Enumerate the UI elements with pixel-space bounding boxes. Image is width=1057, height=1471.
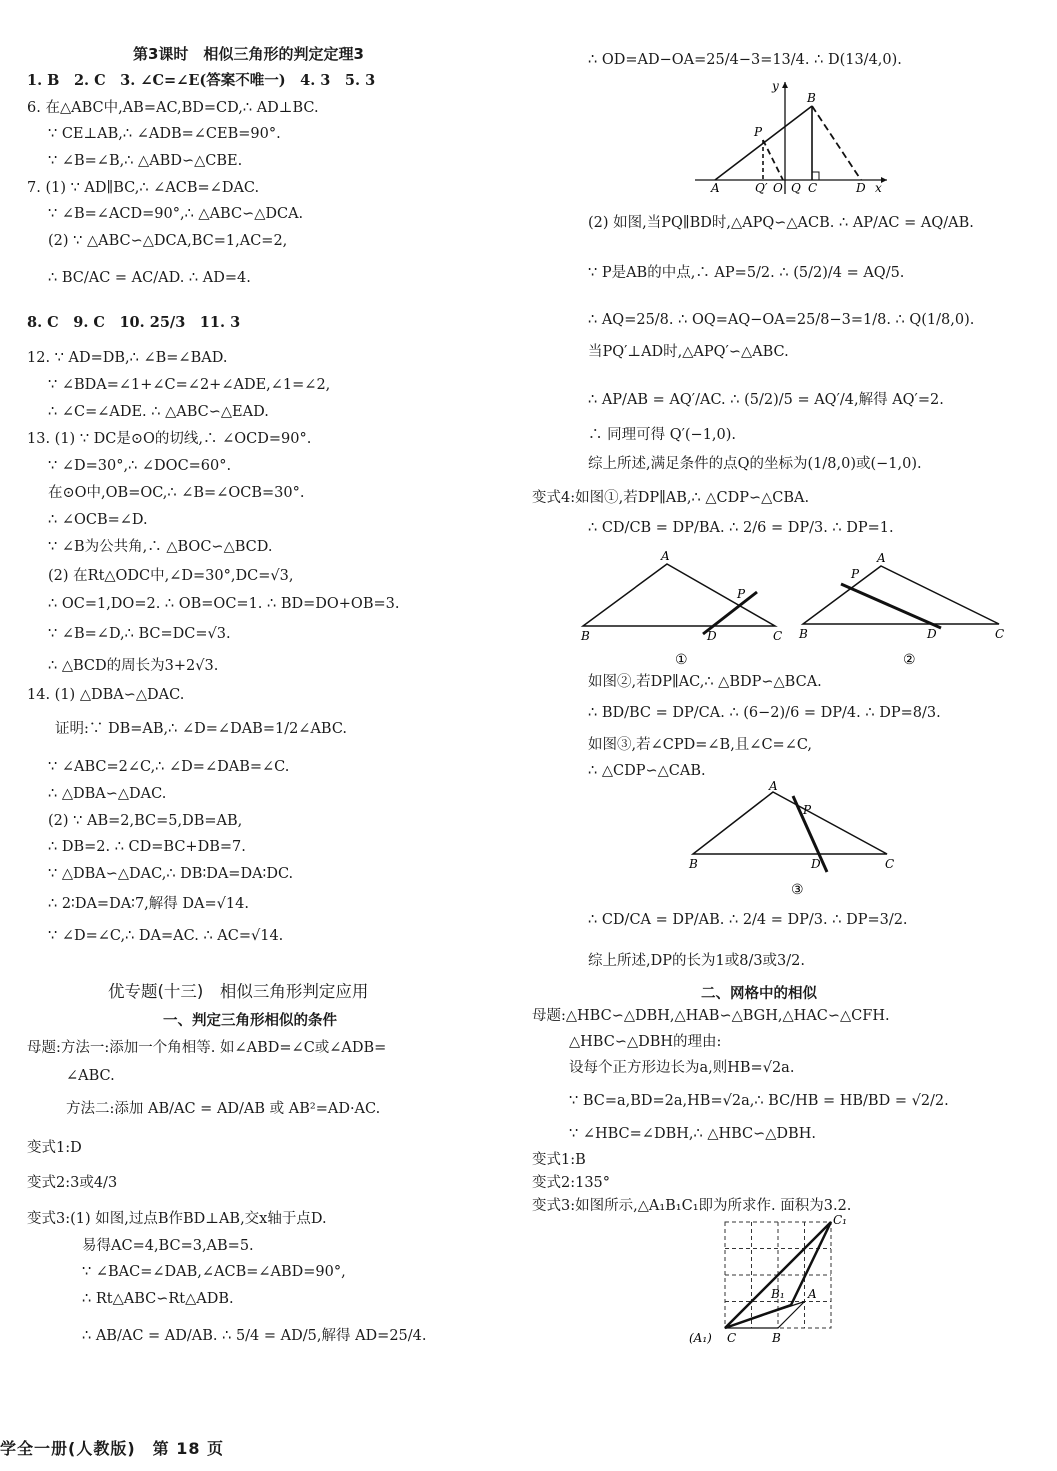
answer-line: 变式4:如图①,若DP∥AB,∴ △CDP∽△CBA. [532, 490, 810, 506]
answer-line: ∴ ∠OCB=∠D. [48, 512, 148, 528]
grid-answer: ∵ BC=a,BD=2a,HB=√2a,∴ BC/HB = HB/BD = √2/2. [569, 1093, 949, 1109]
variant-3: 易得AC=4,BC=3,AB=5. [82, 1238, 254, 1254]
point-label: B [581, 629, 590, 643]
triangle-figure-2 [795, 548, 1025, 668]
section-title: 第3课时 相似三角形的判定定理3 [133, 45, 364, 63]
variant-3: ∴ Rt△ABC∽Rt△ADB. [82, 1291, 234, 1307]
answer-line: ∵ P是AB的中点,∴ AP=5/2. ∴ (5/2)/4 = AQ/5. [588, 265, 905, 281]
grid-answer: ∵ ∠HBC=∠DBH,∴ △HBC∽△DBH. [569, 1126, 816, 1142]
answer-line: ∵ ∠B=∠ACD=90°,∴ △ABC∽△DCA. [48, 206, 304, 222]
point-label: A [808, 1287, 817, 1301]
mother-question: 母题:方法一:添加一个角相等. 如∠ABD=∠C或∠ADB= [27, 1040, 387, 1056]
answer-line: ∴ OC=1,DO=2. ∴ OB=OC=1. ∴ BD=DO+OB=3. [48, 596, 400, 612]
answer-line: 14. (1) △DBA∽△DAC. [27, 687, 185, 703]
answer-line: 在⊙O中,OB=OC,∴ ∠B=∠OCB=30°. [48, 485, 305, 501]
axis-label-y: y [772, 79, 779, 93]
answer-line: 7. (1) ∵ AD∥BC,∴ ∠ACB=∠DAC. [27, 180, 260, 196]
point-label: P [737, 587, 746, 601]
answer-line: (2) 如图,当PQ∥BD时,△APQ∽△ACB. ∴ AP/AC = AQ/AB. [588, 215, 974, 231]
answer-line: ∵ CE⊥AB,∴ ∠ADB=∠CEB=90°. [48, 126, 281, 142]
point-label: B₁ [771, 1287, 785, 1301]
point-label: C [885, 857, 895, 871]
special-title: 优专题(十三) 相似三角形判定应用 [108, 982, 369, 1001]
point-label: C [808, 181, 818, 195]
answer-line: ∵ ∠B=∠D,∴ BC=DC=√3. [48, 626, 231, 642]
answer-line: ∵ △DBA∽△DAC,∴ DB∶DA=DA∶DC. [48, 866, 294, 882]
triangle-figure-1 [575, 548, 795, 668]
mother-question: ∠ABC. [66, 1068, 115, 1084]
point-label: O [773, 181, 783, 195]
point-label: D [707, 629, 717, 643]
answer-line: 6. 在△ABC中,AB=AC,BD=CD,∴ AD⊥BC. [27, 100, 319, 116]
variant-3: 变式3:(1) 如图,过点B作BD⊥AB,交x轴于点D. [27, 1211, 327, 1227]
answer-line: 综上所述,满足条件的点Q的坐标为(1/8,0)或(−1,0). [588, 456, 922, 472]
answer-line: ∵ ∠B为公共角,∴ △BOC∽△BCD. [48, 539, 273, 555]
figure-number: ③ [791, 882, 804, 898]
answer-line: 如图②,若DP∥AC,∴ △BDP∽△BCA. [588, 674, 822, 690]
point-label: B [772, 1331, 781, 1345]
answer-line: 如图③,若∠CPD=∠B,且∠C=∠C, [588, 737, 813, 753]
point-label: A [661, 549, 670, 563]
answer-line: ∴ AQ=25/8. ∴ OQ=AQ−OA=25/8−3=1/8. ∴ Q(1/8,0). [588, 312, 975, 328]
page-footer: 学全一册(人教版) 第 18 页 [0, 1439, 225, 1458]
figure-number: ② [903, 652, 916, 668]
figure-number: ① [675, 652, 688, 668]
answer-line: ∴ CD/CB = DP/BA. ∴ 2/6 = DP/3. ∴ DP=1. [588, 520, 894, 536]
point-label: C₁ [833, 1213, 847, 1227]
point-label: D [856, 181, 866, 195]
point-label: B [807, 91, 816, 105]
point-label: C [773, 629, 783, 643]
answer-line: ∵ ∠ABC=2∠C,∴ ∠D=∠DAB=∠C. [48, 759, 290, 775]
point-label: C [727, 1331, 737, 1345]
point-label: C [995, 627, 1005, 641]
answer-line: ∵ ∠D=∠C,∴ DA=AC. ∴ AC=√14. [48, 928, 284, 944]
point-label: A [769, 780, 778, 793]
point-label: P [803, 803, 812, 817]
answer-line: (2) 在Rt△ODC中,∠D=30°,DC=√3, [48, 568, 294, 584]
variant-3: ∵ ∠BAC=∠DAB,∠ACB=∠ABD=90°, [82, 1264, 346, 1280]
answer-line: 1. B 2. C 3. ∠C=∠E(答案不唯一) 4. 3 5. 3 [27, 72, 376, 89]
answer-line: ∵ ∠B=∠B,∴ △ABD∽△CBE. [48, 153, 243, 169]
point-label: Q [791, 181, 801, 195]
triangle-figure-3 [687, 780, 907, 900]
subsection-title: 二、网格中的相似 [701, 986, 817, 1002]
answer-line: ∴ OD=AD−OA=25/4−3=13/4. ∴ D(13/4,0). [588, 52, 902, 68]
point-label: B [689, 857, 698, 871]
point-label: Q′ [755, 181, 768, 195]
answer-line: ∴ BD/BC = DP/CA. ∴ (6−2)/6 = DP/4. ∴ DP=8/3. [588, 705, 941, 721]
answer-line: ∴ ∠C=∠ADE. ∴ △ABC∽△EAD. [48, 404, 269, 420]
mother-question: 方法二:添加 AB/AC = AD/AB 或 AB²=AD·AC. [66, 1101, 381, 1117]
grid-answer: 变式3:如图所示,△A₁B₁C₁即为所求作. 面积为3.2. [532, 1198, 852, 1214]
point-label: B [799, 627, 808, 641]
grid-answer: 变式1:B [532, 1152, 586, 1168]
answer-line: 13. (1) ∵ DC是⊙O的切线,∴ ∠OCD=90°. [27, 431, 312, 447]
coordinate-figure [693, 78, 893, 196]
answer-line: ∵ ∠D=30°,∴ ∠DOC=60°. [48, 458, 232, 474]
grid-answer: 设每个正方形边长为a,则HB=√2a. [569, 1060, 795, 1076]
answer-line: 8. C 9. C 10. 25/3 11. 3 [27, 314, 241, 331]
answer-line: 综上所述,DP的长为1或8/3或3/2. [588, 953, 805, 969]
axis-label-x: x [875, 181, 882, 195]
answer-line: ∴ 2∶DA=DA∶7,解得 DA=√14. [48, 896, 249, 912]
point-label: A [877, 551, 886, 565]
answer-line: (2) ∵ △ABC∽△DCA,BC=1,AC=2, [48, 233, 288, 249]
subsection-title: 一、判定三角形相似的条件 [163, 1013, 337, 1029]
answer-line: ∵ ∠BDA=∠1+∠C=∠2+∠ADE,∠1=∠2, [48, 377, 331, 393]
answer-line: 12. ∵ AD=DB,∴ ∠B=∠BAD. [27, 350, 228, 366]
point-label: D [811, 857, 821, 871]
answer-line: ∴ BC/AC = AC/AD. ∴ AD=4. [48, 270, 251, 286]
answer-line: ∴ △BCD的周长为3+2√3. [48, 658, 219, 674]
point-label: P [754, 125, 763, 139]
grid-figure [683, 1212, 863, 1352]
variant-2: 变式2:3或4/3 [27, 1175, 118, 1191]
answer-line: ∴ CD/CA = DP/AB. ∴ 2/4 = DP/3. ∴ DP=3/2. [588, 912, 908, 928]
answer-line: ∴ AP/AB = AQ′/AC. ∴ (5/2)/5 = AQ′/4,解得 AQ′=2. [588, 392, 944, 408]
grid-answer: △HBC∽△DBH的理由: [569, 1034, 722, 1050]
point-label: P [851, 567, 860, 581]
answer-line: 证明:∵ DB=AB,∴ ∠D=∠DAB=1/2∠ABC. [55, 721, 348, 737]
grid-answer: 变式2:135° [532, 1175, 611, 1191]
variant-1: 变式1:D [27, 1140, 82, 1156]
point-label: (A₁) [689, 1331, 712, 1345]
grid-answer: 母题:△HBC∽△DBH,△HAB∽△BGH,△HAC∽△CFH. [532, 1008, 890, 1024]
answer-line: ∴ △CDP∽△CAB. [588, 763, 706, 779]
answer-line: (2) ∵ AB=2,BC=5,DB=AB, [48, 813, 243, 829]
point-label: D [927, 627, 937, 641]
answer-line: ∴ △DBA∽△DAC. [48, 786, 167, 802]
point-label: A [711, 181, 720, 195]
answer-line: ∴ DB=2. ∴ CD=BC+DB=7. [48, 839, 246, 855]
answer-line: ∴ 同理可得 Q′(−1,0). [588, 427, 737, 443]
variant-3: ∴ AB/AC = AD/AB. ∴ 5/4 = AD/5,解得 AD=25/4. [82, 1328, 427, 1344]
answer-line: 当PQ′⊥AD时,△APQ′∽△ABC. [588, 344, 789, 360]
